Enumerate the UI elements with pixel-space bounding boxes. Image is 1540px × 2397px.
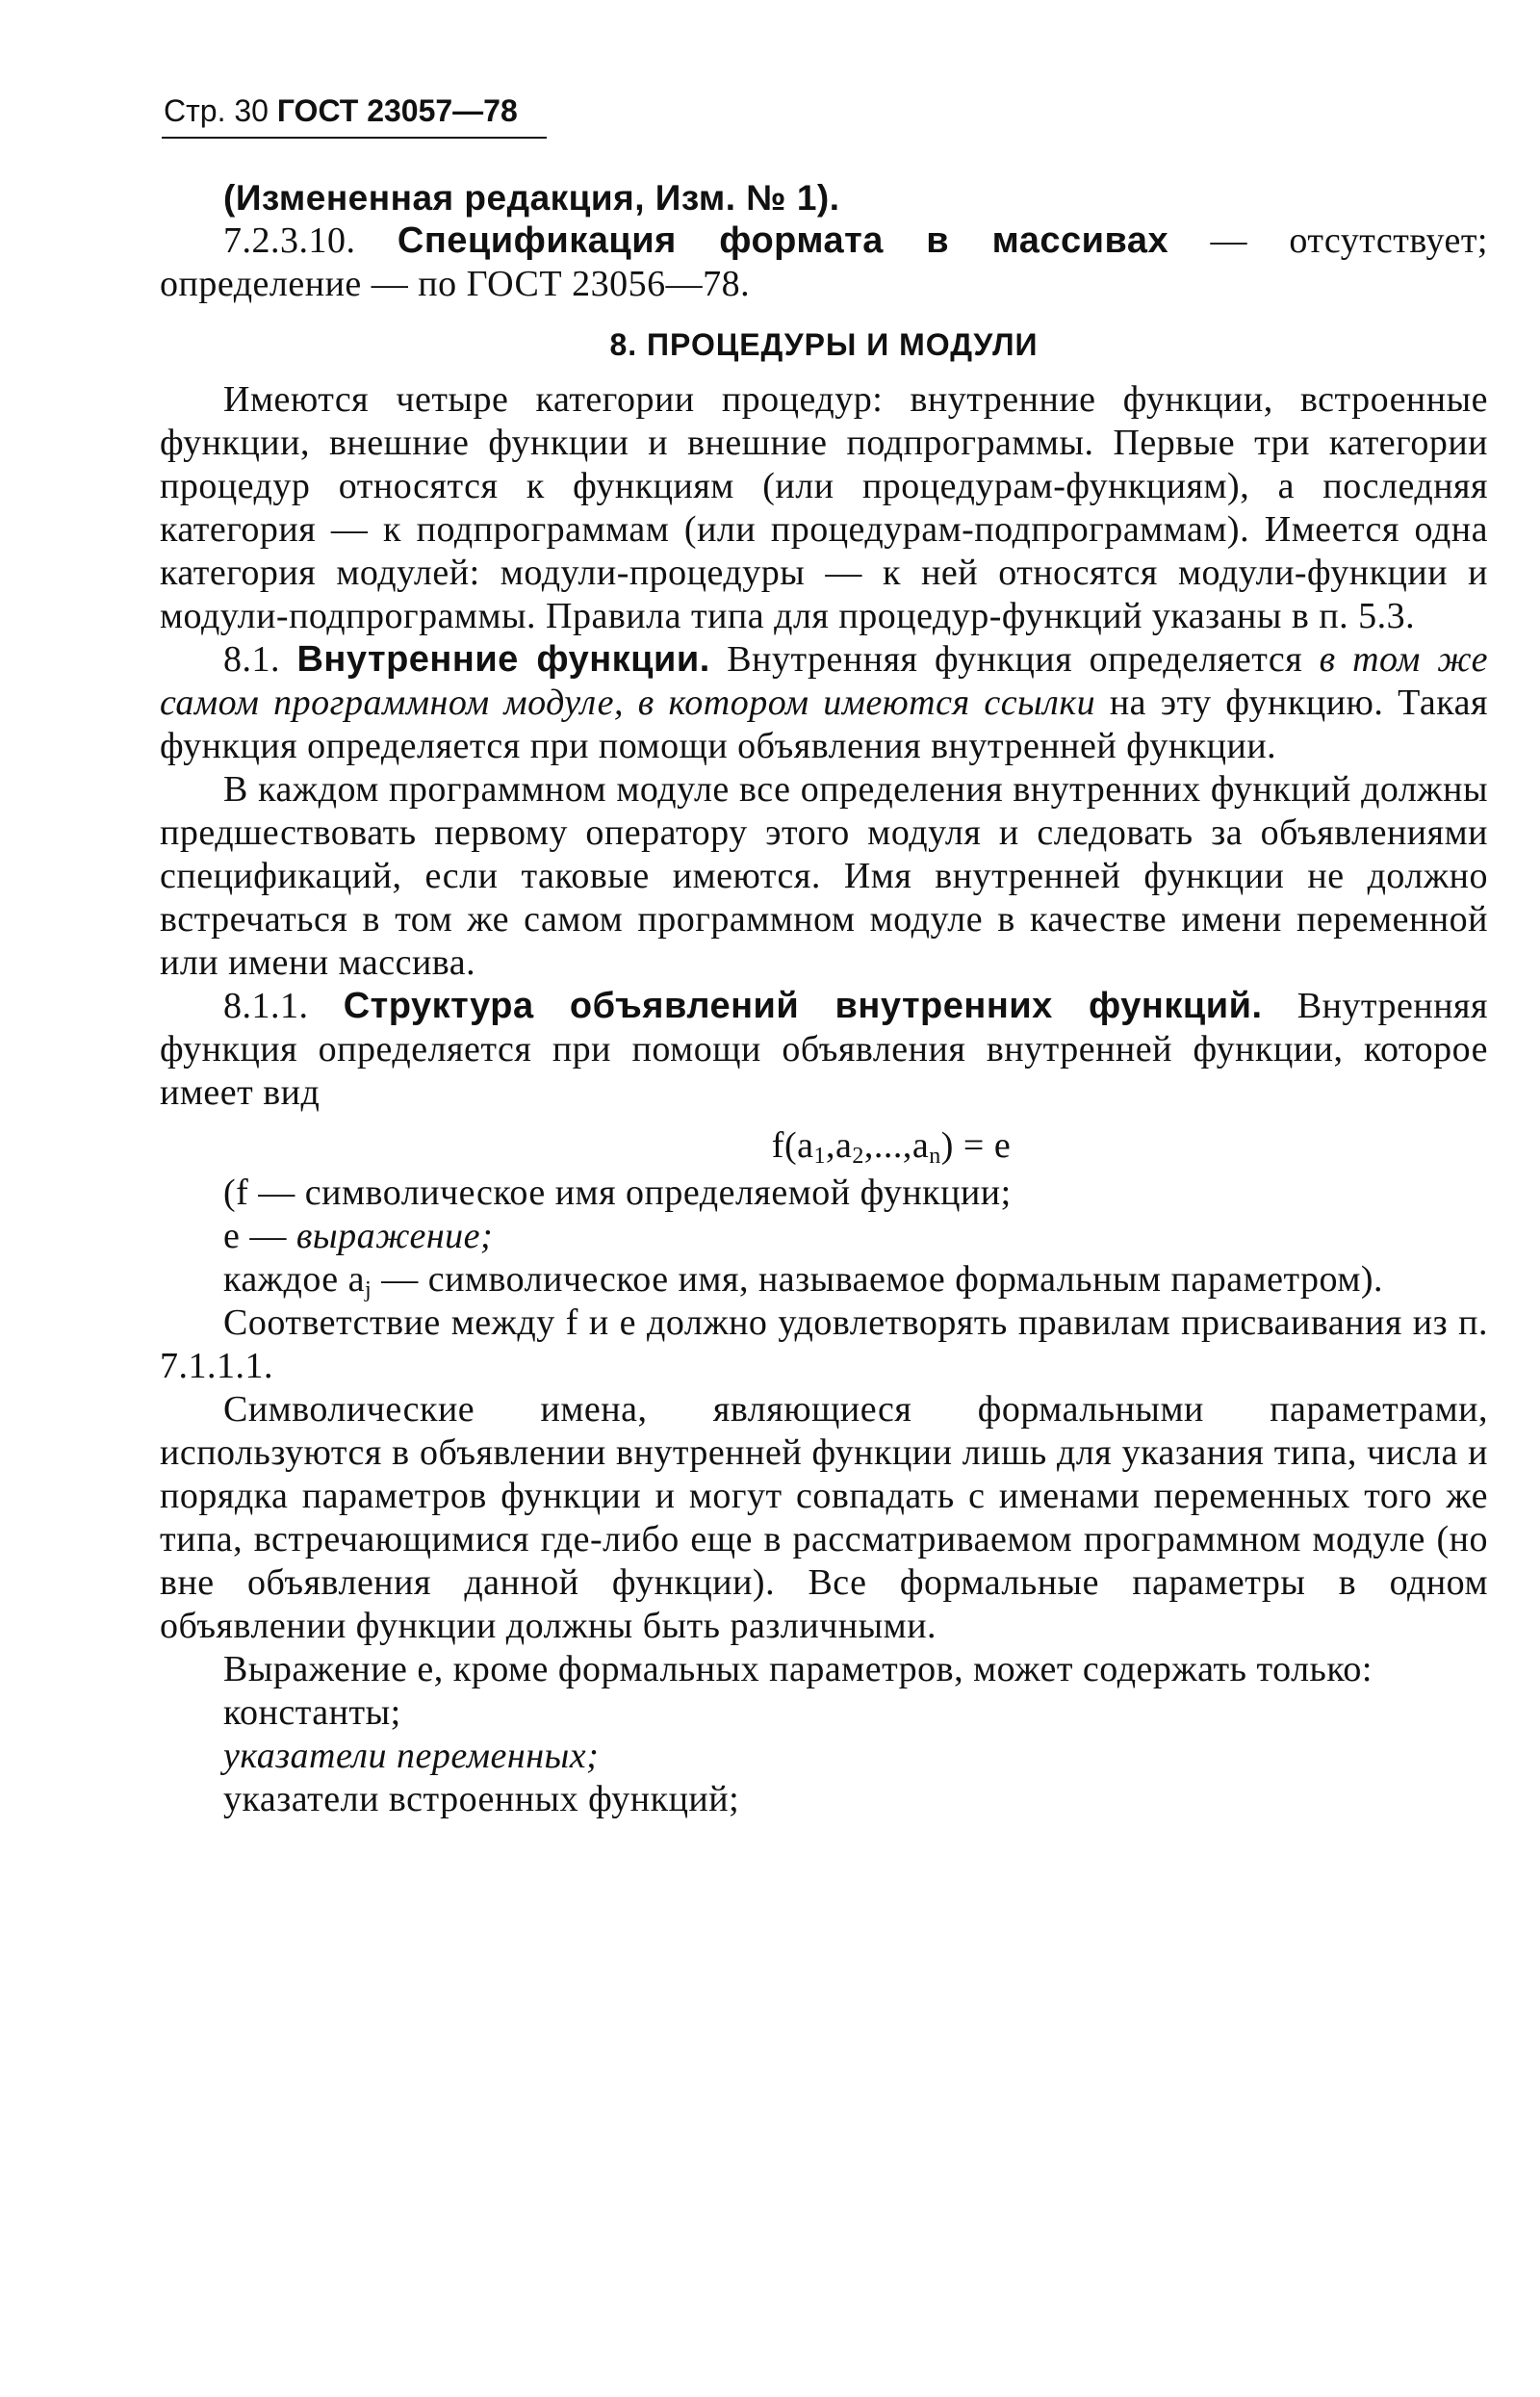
definition-f: (f — символическое имя определяемой функции; (223, 1173, 1012, 1213)
paragraph-8-1-1 (160, 985, 1488, 1115)
formula-part: ,...,a (863, 1125, 930, 1166)
paragraph-7-2-3-10 (160, 219, 1488, 306)
clause-number: 8.1.1. (223, 986, 309, 1026)
list-item: указатели переменных; (223, 1736, 600, 1776)
clause-text: — отсутствует; определение — по ГОСТ 23056—78. (160, 220, 1488, 304)
formula-part: ) = e (940, 1125, 1012, 1166)
formula-subscript: 1 (813, 1144, 826, 1169)
definition-text-italic: выражение; (295, 1216, 494, 1256)
list-item: константы; (223, 1692, 401, 1733)
formula-subscript: 2 (852, 1144, 864, 1169)
page-label: Стр. 30 (164, 93, 269, 128)
clause-title: Внутренние функции. (296, 639, 710, 680)
clause-title: Спецификация формата в массивах (397, 220, 1169, 261)
formula-part: (a (783, 1125, 814, 1166)
formula-part: ,a (825, 1125, 853, 1166)
formula-subscript: n (929, 1144, 941, 1169)
definition-text: e — (223, 1216, 296, 1256)
section-intro: Имеются четыре категории процедур: внутренние функции, встроенные функции, внешние функции и внешние подпрограммы. Первые три категории процедур относятся к функциям (или процедурам-функциям), а последняя категория — к подпрограммам (или процедурам-подпрограммам). Имеется одна категория модулей: модули-процедуры — к ней относятся модули-функции и модули-подпрограммы. Правила типа для процедур-функций указаны в п. 5.3. (160, 379, 1488, 636)
section-title: 8. ПРОЦЕДУРЫ И МОДУЛИ (609, 327, 1039, 362)
definition-text: — символическое имя, называемое формальным параметром). (372, 1259, 1384, 1300)
standard-number: ГОСТ 23057—78 (276, 93, 518, 128)
definition-subscript: j (365, 1277, 372, 1302)
clause-text-italic: в том же самом программном модуле, в котором имеются ссылки (160, 639, 1489, 723)
list-item: указатели встроенных функций; (223, 1779, 740, 1819)
clause-text: на эту функцию. Такая функция определяется при помощи объявления внутренней функции. (160, 683, 1488, 766)
clause-title: Структура объявлений внутренних функций. (343, 986, 1263, 1026)
clause-number: 8.1. (223, 639, 280, 680)
paragraph-correspondence: Соответствие между f и e должно удовлетворять правилам присваивания из п. 7.1.1.1. (160, 1302, 1488, 1386)
clause-number: 7.2.3.10. (223, 220, 356, 261)
definition-e (160, 1215, 1488, 1258)
function-formula (160, 1124, 1488, 1168)
paragraph-8-1-b: В каждом программном модуле все определения внутренних функций должны предшествовать первому оператору этого модуля и следовать за объявлениями спецификаций, если таковые имеются. Имя внутренней функции не должно встречаться в том же самом программном модуле в качестве имени переменной или имени массива. (160, 769, 1488, 983)
clause-text: Внутренняя функция определяется при помощи объявления внутренней функции, которое имеет вид (160, 986, 1488, 1113)
paragraph-expression: Выражение e, кроме формальных параметров, может содержать только: (223, 1649, 1373, 1689)
page-body (160, 176, 1488, 1821)
clause-text: Внутренняя функция определяется (709, 639, 1320, 680)
paragraph-8-1 (160, 638, 1488, 768)
paragraph-symbolic-names: Символические имена, являющиеся формальными параметрами, используются в объявлении внутренней функции лишь для указания типа, числа и порядка параметров функции и могут совпадать с именами переменных того же типа, встречающимися где-либо еще в рассматриваемом программном модуле (но вне объявления данной функции). Все формальные параметры в одном объявлении функции должны быть различными. (160, 1389, 1488, 1646)
formula-f: f (771, 1125, 784, 1166)
running-header (164, 91, 518, 130)
edit-note: (Измененная редакция, Изм. № 1). (223, 178, 840, 218)
header-rule (162, 137, 547, 139)
definition-text: каждое a (223, 1259, 366, 1300)
definition-a (160, 1258, 1488, 1302)
